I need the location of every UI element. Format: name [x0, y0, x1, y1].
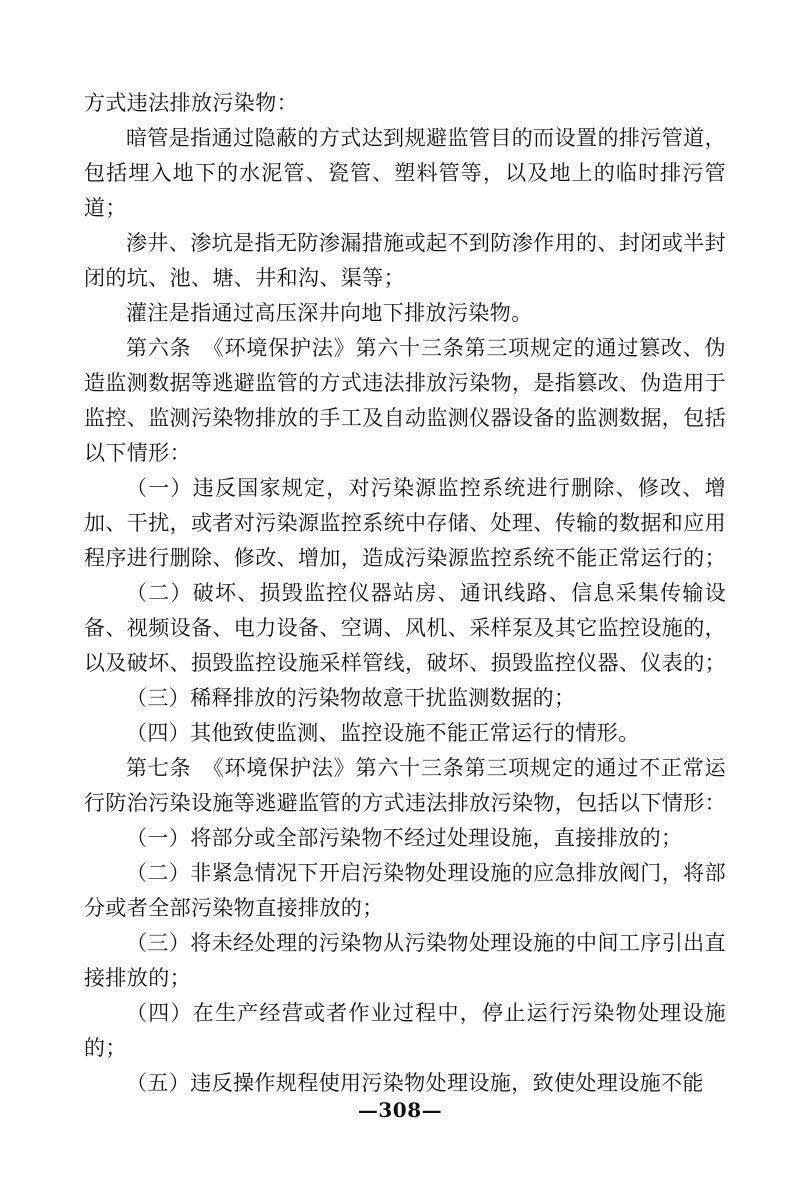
article-6-item-3: （三）稀释排放的污染物故意干扰监测数据的； [126, 686, 576, 710]
article-6-item-4: （四）其他致使监测、监控设施不能正常运行的情形。 [126, 721, 640, 745]
article-7-item-5: （五）违反操作规程使用污染物处理设施，致使处理设施不能 [126, 1071, 704, 1095]
article-6-item-1: （一）违反国家规定，对污染源监控系统进行删除、修改、增加、干扰，或者对污染源监控系统中存储、处理、传输的数据和应用程序进行删除、修改、增加，造成污染源监控系统不能正常运行的； [84, 476, 726, 570]
page-number: —308— [357, 1098, 443, 1122]
article-7-item-3: （三）将未经处理的污染物从污染物处理设施的中间工序引出直接排放的； [84, 931, 726, 990]
article-6: 第六条 《环境保护法》第六十三条第三项规定的通过篡改、伪造监测数据等逃避监管的方式违法排放污染物，是指篡改、伪造用于监控、监测污染物排放的手工及自动监测仪器设备的监测数据，包括以下情形： [84, 336, 726, 465]
article-7-item-1: （一）将部分或全部污染物不经过处理设施，直接排放的； [126, 826, 683, 850]
paragraph-anguan-definition: 暗管是指通过隐蔽的方式达到规避监管目的而设置的排污管道，包括埋入地下的水泥管、瓷管、塑料管等，以及地上的临时排污管道； [84, 126, 726, 220]
text-body [84, 86, 726, 1101]
paragraph-guanzhu-definition: 灌注是指通过高压深井向地下排放污染物。 [126, 301, 533, 325]
article-7-item-4: （四）在生产经营或者作业过程中，停止运行污染物处理设施的； [84, 1001, 726, 1060]
article-6-item-2: （二）破坏、损毁监控仪器站房、通讯线路、信息采集传输设备、视频设备、电力设备、空调、风机、采样泵及其它监控设施的，以及破坏、损毁监控设施采样管线，破坏、损毁监控仪器、仪表的； [84, 581, 726, 675]
paragraph-continuation: 方式违法排放污染物： [84, 91, 298, 115]
article-7-item-2: （二）非紧急情况下开启污染物处理设施的应急排放阀门，将部分或者全部污染物直接排放的； [84, 861, 726, 920]
paragraph-shenjing-definition: 渗井、渗坑是指无防渗漏措施或起不到防渗作用的、封闭或半封闭的坑、池、塘、井和沟、渠等； [84, 231, 726, 290]
article-7: 第七条 《环境保护法》第六十三条第三项规定的通过不正常运行防治污染设施等逃避监管的方式违法排放污染物，包括以下情形： [84, 756, 726, 815]
